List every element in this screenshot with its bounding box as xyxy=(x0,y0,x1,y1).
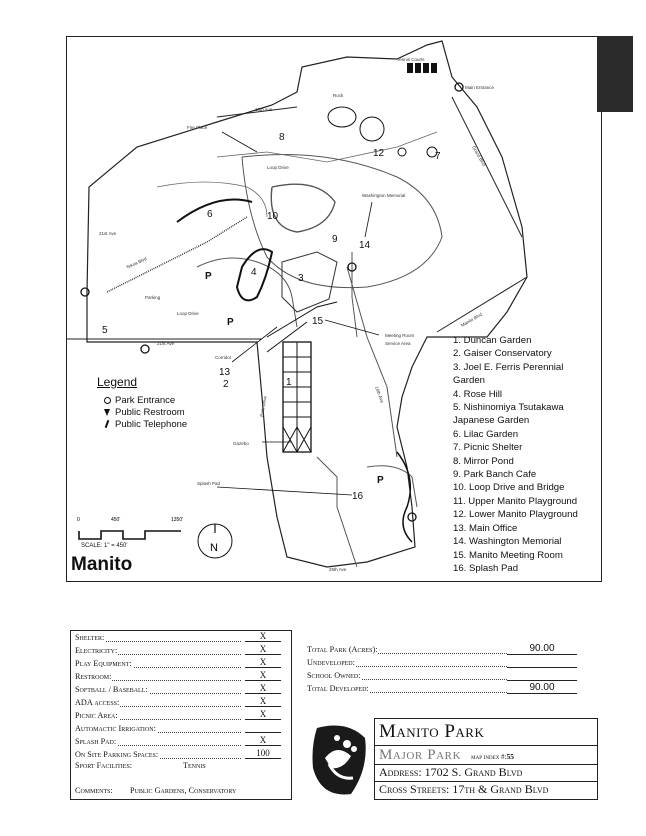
facility-row xyxy=(75,711,289,722)
map-number-6: 6 xyxy=(207,209,213,220)
key-item: 9. Park Banch Cafe xyxy=(453,469,537,481)
map-index-value: 55 xyxy=(506,752,515,761)
access-road-2 xyxy=(267,322,307,352)
meeting-room-label: Meeting Room xyxy=(385,333,415,338)
facility-row xyxy=(75,737,289,748)
washington-memorial-label: Washington Memorial xyxy=(362,193,406,198)
leader-splash-pad xyxy=(217,487,352,495)
key-item: 13. Main Office xyxy=(453,522,518,534)
key-item: 12. Lower Manito Playground xyxy=(453,509,578,521)
map-number-4: 4 xyxy=(251,267,257,278)
main-entrance-label: Main Entrance xyxy=(465,85,495,90)
parking-marker: P xyxy=(227,317,234,328)
tekoa-label: Tekoa Blvd xyxy=(125,256,148,270)
corridor-label: Corridor xyxy=(215,355,232,360)
facility-value: X xyxy=(259,657,267,667)
key-item: 4. Rose Hill xyxy=(453,388,503,400)
legend-item-telephone xyxy=(99,418,247,430)
parks-logo-icon xyxy=(307,718,371,800)
map-index-label: map index #: xyxy=(471,753,507,761)
total-label: Total Park (Acres): xyxy=(307,645,378,654)
parking-marker: P xyxy=(377,475,384,486)
tennis-court-c xyxy=(423,63,429,73)
total-label: School Owned: xyxy=(307,671,361,680)
facility-value: X xyxy=(259,709,267,719)
street-21st-2-label: 21st Ave xyxy=(157,341,175,346)
facility-label: Softball / Baseball: xyxy=(75,685,148,694)
service-area-label: Service Area xyxy=(385,341,411,346)
facility-label: On Site Parking Spaces: xyxy=(75,750,159,759)
duncan-garden-pattern xyxy=(283,342,311,452)
street-16th-label: 16th Ave xyxy=(374,385,385,404)
map-number-10: 10 xyxy=(267,211,279,222)
map-number-12: 12 xyxy=(373,148,385,159)
ferris-garden-shape xyxy=(282,252,337,312)
map-number-13: 13 xyxy=(219,367,231,378)
facility-label: Sport Facilities: xyxy=(75,761,133,770)
rock-circle xyxy=(328,107,356,127)
roundabout xyxy=(360,117,384,141)
facility-value: X xyxy=(259,683,267,693)
key-item: 16. Splash Pad xyxy=(453,562,519,574)
legend-item-restroom xyxy=(99,406,247,418)
map-number-3: 3 xyxy=(298,273,304,284)
loop-drive-inner xyxy=(271,184,335,232)
map-number-9: 9 xyxy=(332,234,338,245)
legend-label: Park Entrance xyxy=(115,394,176,406)
park-type-row xyxy=(379,746,514,764)
street-manito-blvd xyxy=(437,277,527,332)
total-row xyxy=(307,658,582,670)
rock-label: Rock xyxy=(333,93,344,98)
facility-label: Picnic Area: xyxy=(75,711,118,720)
facility-row xyxy=(75,659,289,670)
tennis-court-a xyxy=(407,63,413,73)
facility-extra: Tennis xyxy=(183,761,206,770)
key-item: 15. Manito Meeting Room xyxy=(453,549,563,561)
loop-drive-top-label: Loop Drive xyxy=(267,165,289,170)
north-label: N xyxy=(210,542,218,554)
street-25th-label: 25th Ave xyxy=(329,567,347,572)
facility-label: Play Equipment: xyxy=(75,659,132,668)
total-value: 90.00 xyxy=(529,682,555,693)
facility-value: X xyxy=(259,735,267,745)
facility-label: Shelter: xyxy=(75,633,105,642)
total-label: Undeveloped: xyxy=(307,658,355,667)
facility-label: ADA access: xyxy=(75,698,120,707)
facility-row xyxy=(75,698,289,709)
facility-row xyxy=(75,646,289,657)
splash-pad-label: Splash Pad xyxy=(197,481,221,486)
key-item: 7. Picnic Shelter xyxy=(453,442,523,454)
key-item: 10. Loop Drive and Bridge xyxy=(453,482,565,494)
legend xyxy=(97,375,247,430)
scale-tick-450: 450' xyxy=(111,517,121,523)
park-info-box xyxy=(374,718,598,800)
loop-drive-bottom-label: Loop Drive xyxy=(177,311,199,316)
tennis-courts-label: Tennis Courts xyxy=(397,57,425,62)
park-drive-label: Park Drive xyxy=(259,395,268,418)
legend-label: Public Restroom xyxy=(115,406,185,418)
park-type: Major Park xyxy=(379,747,462,763)
street-18th-label: 18th Ave xyxy=(255,107,273,112)
scale-bar xyxy=(77,511,187,543)
map-number-1: 1 xyxy=(286,377,292,388)
scale-label: SCALE: 1" = 450' xyxy=(81,543,128,549)
facility-value: X xyxy=(259,644,267,654)
north-arrow xyxy=(195,521,235,561)
key-item: 11. Upper Manito Playground xyxy=(453,495,578,507)
internal-road-c xyxy=(347,267,397,457)
park-entrance-icon xyxy=(104,397,111,404)
map-number-7: 7 xyxy=(435,151,441,162)
map-number-15: 15 xyxy=(312,316,324,327)
key-item: Japanese Garden xyxy=(453,415,530,427)
street-grand xyxy=(452,97,522,237)
gazebo-label: Gazebo xyxy=(233,441,249,446)
legend-label: Public Telephone xyxy=(115,418,188,430)
tennis-court-d xyxy=(431,63,437,73)
south-road xyxy=(317,457,357,567)
street-tekoa xyxy=(107,217,247,292)
total-value: 90.00 xyxy=(529,643,555,654)
manito-blvd-label: Manito Blvd xyxy=(460,311,483,328)
access-road-1 xyxy=(267,302,337,337)
total-row xyxy=(307,684,582,696)
facility-label: Splash Pad: xyxy=(75,737,117,746)
total-row xyxy=(307,645,582,657)
map-number-5: 5 xyxy=(102,325,108,336)
park-map xyxy=(66,36,602,582)
entrance-west xyxy=(81,288,89,296)
facility-label: Restroom: xyxy=(75,672,112,681)
facility-row xyxy=(75,786,289,797)
parking-marker: P xyxy=(205,271,212,282)
key-item: 8. Mirror Pond xyxy=(453,455,514,467)
facility-label: Electricity: xyxy=(75,646,118,655)
facility-row xyxy=(75,685,289,696)
legend-title: Legend xyxy=(97,375,138,389)
leader-memorial xyxy=(365,202,372,237)
key-item: 5. Nishinomiya Tsutakawa xyxy=(453,402,564,414)
entrance-21st xyxy=(141,345,149,353)
map-number-8: 8 xyxy=(279,132,285,143)
lilac-garden-path xyxy=(177,200,252,223)
street-21st-label: 21st Ave xyxy=(99,231,117,236)
key-item: 2. Gaiser Conservatory xyxy=(453,348,552,360)
key-item: Garden xyxy=(453,375,485,387)
telephone-icon xyxy=(105,420,110,428)
facility-value: 100 xyxy=(256,748,270,758)
legend-item-entrance xyxy=(99,394,247,406)
facility-value: X xyxy=(259,670,267,680)
facility-label: Automactic Irrigation: xyxy=(75,724,156,733)
leader-meeting-room xyxy=(325,320,379,335)
park-name: Manito Park xyxy=(379,721,485,742)
playground-symbol xyxy=(398,148,406,156)
leader-fire-place xyxy=(222,132,257,152)
leader-corridor xyxy=(232,327,277,362)
facility-label: Comments: xyxy=(75,786,113,795)
map-number-2: 2 xyxy=(223,379,229,390)
key-item: 14. Washington Memorial xyxy=(453,536,562,548)
grand-blvd-label: Grand Blvd xyxy=(471,145,487,167)
scale-tick-1350: 1350' xyxy=(171,517,184,523)
facility-value: X xyxy=(259,696,267,706)
key-item: 6. Lilac Garden xyxy=(453,428,519,440)
map-number-16: 16 xyxy=(352,491,364,502)
facilities-table xyxy=(70,630,292,800)
tennis-court-b xyxy=(415,63,421,73)
east-road xyxy=(397,452,412,542)
acreage-totals xyxy=(307,638,582,700)
restroom-icon xyxy=(104,409,110,416)
key-item: 3. Joel E. Ferris Perennial xyxy=(453,361,564,373)
total-label: Total Developed: xyxy=(307,684,369,693)
facility-row xyxy=(75,633,289,644)
fire-place-label: Fire Place xyxy=(187,125,208,130)
facility-extra: Public Gardens, Conservatory xyxy=(130,786,237,795)
facility-row xyxy=(75,750,289,761)
map-number-14: 14 xyxy=(359,240,371,251)
map-key-list xyxy=(453,334,602,575)
facility-row xyxy=(75,672,289,683)
map-title: Manito xyxy=(71,554,133,575)
park-address: Address: 1702 S. Grand Blvd xyxy=(379,765,523,779)
scale-tick-0: 0 xyxy=(77,517,80,523)
parking-label: Parking xyxy=(145,295,161,300)
key-item: 1. Duncan Garden xyxy=(453,335,532,346)
map-scale xyxy=(77,511,187,548)
entrance-north xyxy=(455,83,463,91)
facility-row xyxy=(75,724,289,735)
park-cross-streets: Cross Streets: 17th & Grand Blvd xyxy=(379,782,549,796)
facility-value: X xyxy=(259,631,267,641)
facility-row xyxy=(75,761,289,772)
page-corner-tab xyxy=(597,36,633,112)
